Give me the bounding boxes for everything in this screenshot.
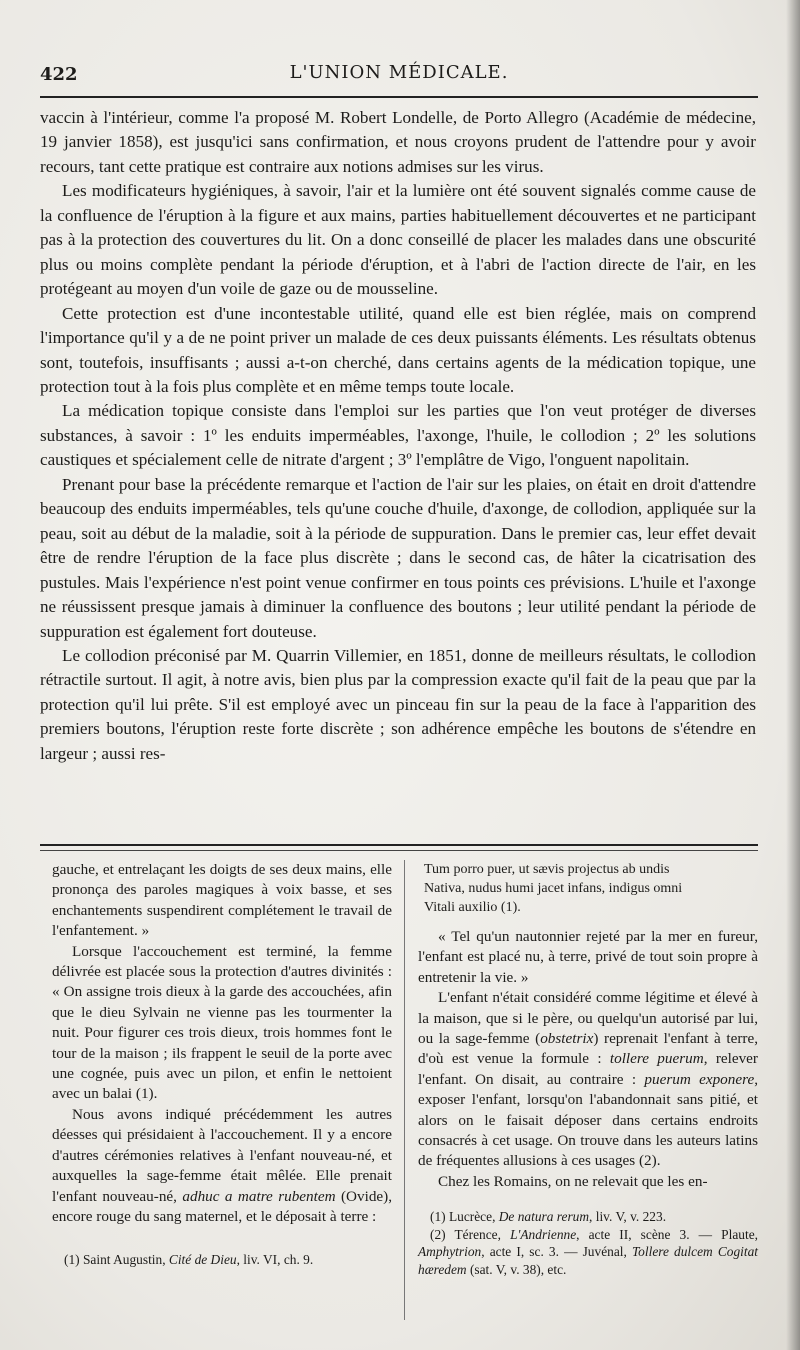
paragraph: Le collodion préconisé par M. Quarrin Villemier, en 1851, donne de meilleurs résultats, le collodion rétractile surtout. Il agit, à notre avis, bien plus par la compression exacte qu'il fait de la peau que par la protection qu'il lui prête. S'il est employé avec un pinceau fin sur la peau de la face à l'apparition des premiers boutons, l'éruption reste forte discrète ; son adhérence empêche les boutons de s'étendre en largeur ; aussi res-: [40, 645, 756, 763]
header-rule: [40, 96, 758, 98]
verse-line: Nativa, nudus humi jacet infans, indigus omni: [424, 881, 683, 896]
feuilleton-rule: [40, 844, 758, 846]
feuilleton-rule-thin: [40, 850, 758, 851]
feuilleton-right-column: [418, 860, 758, 1278]
paragraph: Les modificateurs hygiéniques, à savoir, l'air et la lumière ont été souvent signalés comme cause de la confluence de l'éruption à la figure et aux mains, parties habituellement découvertes et ne participant pas à la protection des couvertures du lit. On a donc conseillé de placer les malades dans une obscurité plus ou moins complète pendant la période d'éruption, et à l'abri de l'action directe de l'air, en les protégeant au moyen d'un voile de gaze ou de mousseline.: [40, 181, 756, 299]
main-article: [40, 106, 756, 766]
verse-line: Vitali auxilio (1).: [424, 900, 521, 915]
footnote: (1) Lucrèce, De natura rerum, liv. V, v. 223.: [430, 1209, 667, 1225]
page-number: 422: [40, 64, 78, 85]
paragraph: Cette protection est d'une incontestable utilité, quand elle est bien réglée, mais on comprend l'importance qu'il y a de ne point priver un malade de ces deux puissants éléments. Les résultats obtenus sont, toutefois, insuffisants ; aussi a-t-on cherché, dans certains agents de la médication topique, une protection tout à la fois plus complète et en même temps toute locale.: [40, 303, 756, 396]
paragraph: Lorsque l'accouchement est terminé, la femme délivrée est placée sous la protection d'autres divinités : « On assigne trois dieux à la garde des accouchées, afin que le dieu Sylvain ne vienne pas les tourmenter la nuit. Pour figurer ces trois dieux, trois hommes font le tour de la maison ; ils frappent le seuil de la porte avec une cognée, puis avec un pilon, et enfin le nettoient avec un balai (1).: [52, 942, 392, 1103]
page-header: [40, 60, 758, 92]
paragraph: La médication topique consiste dans l'emploi sur les parties que l'on veut protéger de diverses substances, à savoir : 1º les enduits imperméables, l'axonge, l'huile, le collodion ; 2º les solutions caustiques et spécialement celle de nitrate d'argent ; 3º l'emplâtre de Vigo, l'onguent napolitain.: [40, 401, 756, 470]
footnote: (2) Térence, L'Andrienne, acte II, scène 3. — Plaute, Amphytrion, acte I, sc. 3. — Juvénal, Tollere dulcem Cogitat hæredem (sat. V, v. 38), etc.: [418, 1226, 759, 1277]
footnote: (1) Saint Augustin, Cité de Dieu, liv. VI, ch. 9.: [64, 1252, 314, 1268]
footnotes: [52, 1251, 392, 1269]
journal-title: L'UNION MÉDICALE.: [289, 62, 509, 83]
paragraph: Chez les Romains, on ne relevait que les en-: [438, 1172, 708, 1190]
paragraph: vaccin à l'intérieur, comme l'a proposé M. Robert Londelle, de Porto Allegro (Académie de médecine, 19 janvier 1858), est jusqu'ici sans confirmation, et nous croyons prudent de l'attendre pour y avoir recours, tant cette pratique est contraire aux notions admises sur les virus.: [40, 108, 756, 176]
paragraph: Prenant pour base la précédente remarque et l'action de l'air sur les plaies, on était en droit d'attendre beaucoup des enduits imperméables, tels qu'une couche d'huile, d'axonge, de collodion, appliquée sur la peau, soit au début de la maladie, soit à la période de suppuration. Dans le premier cas, leur effet devait être de rendre l'éruption de la face plus discrète ; dans le second cas, de hâter la cicatrisation des pustules. Mais l'expérience n'est point venue confirmer en tous points ces prévisions. L'huile et l'axonge ne réussissent presque jamais à diminuer la confluence des boutons ; leur utilité pendant la période de suppuration est également fort douteuse.: [40, 474, 756, 641]
paragraph: gauche, et entrelaçant les doigts de ses deux mains, elle prononça des paroles magiques à voix basse, et ses enchantements suspendirent complétement le travail de l'enfantement. »: [52, 861, 392, 940]
feuilleton-left-column: [52, 860, 392, 1269]
verse-line: Tum porro puer, ut sævis projectus ab undis: [424, 862, 670, 877]
paragraph: « Tel qu'un nautonnier rejeté par la mer en fureur, l'enfant est placé nu, à terre, privé de tout soin propre à entretenir la vie. »: [418, 928, 758, 986]
latin-verse: [418, 860, 758, 917]
footnotes: [418, 1208, 758, 1278]
column-divider: [404, 860, 405, 1320]
paragraph: L'enfant n'était considéré comme légitime et élevé à la maison, que si le père, ou quelqu'un autorisé par lui, ou la sage-femme (obstetrix) reprenait l'enfant à terre, d'où est venue la formule : tollere puerum, relever l'enfant. On disait, au contraire : puerum exponere, exposer l'enfant, lorsqu'on l'abandonnait sans pitié, et alors on le faisait déposer dans certains endroits consacrés à cet usage. On trouve dans les auteurs latins de fréquentes allusions à ces usages (2).: [418, 989, 759, 1170]
paragraph: Nous avons indiqué précédemment les autres déesses qui présidaient à l'accouchement. Il y a encore d'autres cérémonies relatives à l'enfant nouveau-né, et auxquelles la sage-femme était mêlée. Elle prenait l'enfant nouveau-né, adhuc a matre rubentem (Ovide), encore rouge du sang maternel, et le déposait à terre :: [52, 1105, 393, 1225]
